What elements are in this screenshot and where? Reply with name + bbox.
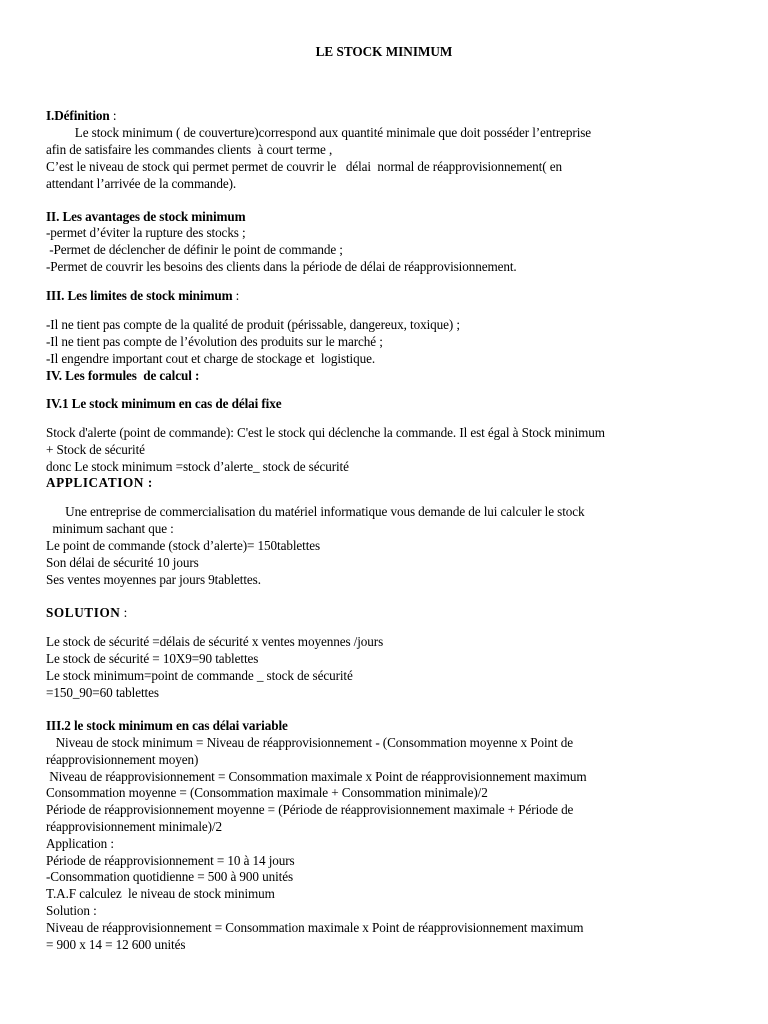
paragraph-line: Son délai de sécurité 10 jours bbox=[46, 555, 199, 570]
paragraph-line: Niveau de stock minimum = Niveau de réapprovisionnement - (Consommation moyenne x Point de bbox=[46, 735, 574, 750]
section-heading-definition bbox=[46, 107, 116, 124]
section-heading-solution bbox=[46, 604, 127, 621]
heading-suffix: : bbox=[120, 605, 128, 620]
paragraph-line: attendant l’arrivée de la commande). bbox=[46, 176, 237, 191]
paragraph-line: afin de satisfaire les commandes clients à court terme , bbox=[46, 142, 333, 157]
section-heading-application: APPLICATION : bbox=[46, 475, 153, 490]
paragraph-line: Niveau de réapprovisionnement = Consommation maximale x Point de réapprovisionnement maximum bbox=[46, 920, 584, 935]
paragraph-line: Le stock de sécurité = 10X9=90 tablettes bbox=[46, 651, 259, 666]
paragraph-line: Le stock minimum=point de commande _ stock de sécurité bbox=[46, 668, 353, 683]
paragraph-line: = 900 x 14 = 12 600 unités bbox=[46, 937, 186, 952]
section-heading-limites bbox=[46, 287, 239, 304]
paragraph-line: Période de réapprovisionnement = 10 à 14 jours bbox=[46, 853, 295, 868]
section-heading-formules: IV. Les formules de calcul : bbox=[46, 368, 200, 383]
section-heading-avantages: II. Les avantages de stock minimum bbox=[46, 209, 246, 224]
paragraph-line: -Consommation quotidienne = 500 à 900 unités bbox=[46, 869, 293, 884]
paragraph-line: Le stock minimum ( de couverture)correspond aux quantité minimale que doit posséder l’entreprise bbox=[46, 125, 592, 140]
list-item: -Il engendre important cout et charge de stockage et logistique. bbox=[46, 351, 376, 366]
paragraph-line: Le stock de sécurité =délais de sécurité x ventes moyennes /jours bbox=[46, 634, 384, 649]
paragraph-line: Période de réapprovisionnement moyenne = (Période de réapprovisionnement maximale + Période de bbox=[46, 802, 574, 817]
heading-text: I.Définition bbox=[46, 108, 110, 123]
paragraph-line: réapprovisionnement minimale)/2 bbox=[46, 819, 222, 834]
paragraph-line: Solution : bbox=[46, 903, 97, 918]
paragraph-line: minimum sachant que : bbox=[46, 521, 174, 536]
heading-text: III. Les limites de stock minimum bbox=[46, 288, 233, 303]
heading-text: SOLUTION bbox=[46, 605, 121, 620]
paragraph-line: réapprovisionnement moyen) bbox=[46, 752, 199, 767]
list-item: -Permet de déclencher de définir le point de commande ; bbox=[46, 242, 343, 257]
page-title: LE STOCK MINIMUM bbox=[315, 44, 453, 59]
list-item: -permet d’éviter la rupture des stocks ; bbox=[46, 225, 246, 240]
paragraph-line: Ses ventes moyennes par jours 9tablettes. bbox=[46, 572, 261, 587]
list-item: -Il ne tient pas compte de la qualité de produit (périssable, dangereux, toxique) ; bbox=[46, 317, 460, 332]
paragraph-line: + Stock de sécurité bbox=[46, 442, 145, 457]
paragraph-line: Application : bbox=[46, 836, 114, 851]
subsection-heading-delai-variable: III.2 le stock minimum en cas délai variable bbox=[46, 718, 288, 733]
paragraph-line: Une entreprise de commercialisation du matériel informatique vous demande de lui calculer le stock bbox=[46, 504, 585, 519]
list-item: -Il ne tient pas compte de l’évolution des produits sur le marché ; bbox=[46, 334, 383, 349]
list-item: -Permet de couvrir les besoins des clients dans la période de délai de réapprovisionnement. bbox=[46, 259, 517, 274]
paragraph-line: Le point de commande (stock d’alerte)= 150tablettes bbox=[46, 538, 321, 553]
paragraph-line: donc Le stock minimum =stock d’alerte_ stock de sécurité bbox=[46, 459, 349, 474]
paragraph-line: C’est le niveau de stock qui permet permet de couvrir le délai normal de réapprovisionnement( en bbox=[46, 159, 562, 174]
paragraph-line: Niveau de réapprovisionnement = Consommation maximale x Point de réapprovisionnement maximum bbox=[46, 769, 587, 784]
paragraph-line: T.A.F calculez le niveau de stock minimum bbox=[46, 886, 275, 901]
heading-suffix: : bbox=[232, 288, 240, 303]
paragraph-line: Stock d'alerte (point de commande): C'est le stock qui déclenche la commande. Il est égal à Stock minimum bbox=[46, 425, 605, 440]
subsection-heading-delai-fixe: IV.1 Le stock minimum en cas de délai fixe bbox=[46, 396, 282, 411]
paragraph-line: =150_90=60 tablettes bbox=[46, 685, 159, 700]
paragraph-line: Consommation moyenne = (Consommation maximale + Consommation minimale)/2 bbox=[46, 785, 488, 800]
heading-suffix: : bbox=[109, 108, 117, 123]
